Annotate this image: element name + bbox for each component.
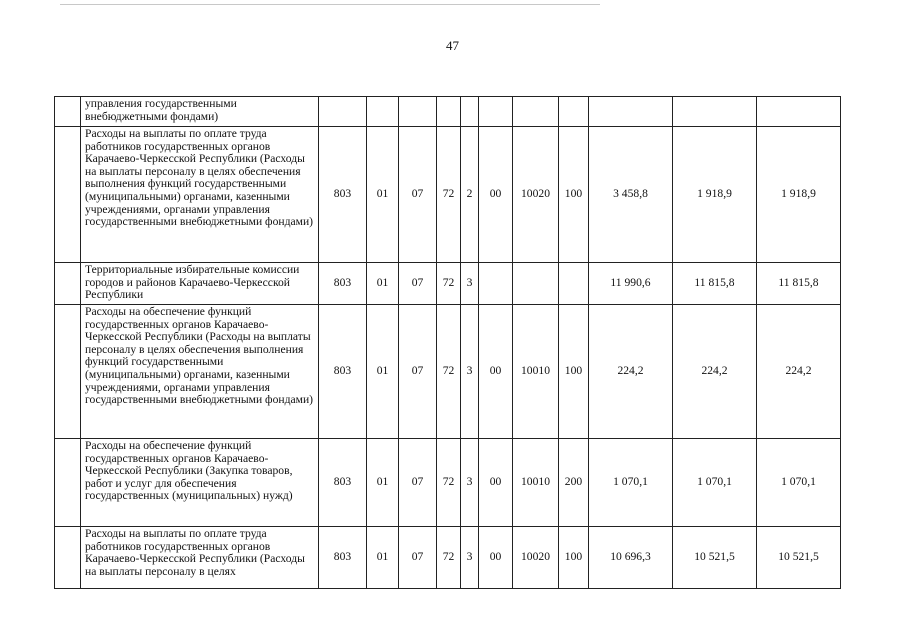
direction-code: 10020 — [513, 527, 559, 589]
value-year-2: 1 918,9 — [673, 127, 757, 263]
page-number: 47 — [446, 38, 459, 53]
value-year-1: 1 070,1 — [589, 439, 673, 527]
blank-cell — [55, 97, 81, 127]
subprogram-code: 3 — [461, 439, 479, 527]
subprogram-code: 3 — [461, 527, 479, 589]
program-code — [437, 97, 461, 127]
expense-type-code: 200 — [559, 439, 589, 527]
value-year-3: 1 918,9 — [757, 127, 841, 263]
subprogram-code: 2 — [461, 127, 479, 263]
row-name: Расходы на обеспечение функций государственных органов Карачаево-Черкесской Республики (Расходы на выплаты персоналу в целях обеспечения выполнения функций государственными (муниципальными) органами, казенными учреждениями, органами управления государственными внебюджетными фондами) — [81, 305, 319, 439]
ministry-code: 803 — [319, 527, 367, 589]
section-code: 01 — [367, 305, 399, 439]
subsection-code: 07 — [399, 127, 437, 263]
table-row — [55, 305, 841, 439]
program-code: 72 — [437, 263, 461, 305]
main-event-code: 00 — [479, 305, 513, 439]
value-year-1 — [589, 97, 673, 127]
table-body — [55, 97, 841, 589]
direction-code: 10020 — [513, 127, 559, 263]
direction-code — [513, 263, 559, 305]
value-year-1: 224,2 — [589, 305, 673, 439]
ministry-code: 803 — [319, 439, 367, 527]
value-year-2 — [673, 97, 757, 127]
value-year-3 — [757, 97, 841, 127]
blank-cell — [55, 127, 81, 263]
program-code: 72 — [437, 527, 461, 589]
direction-code: 10010 — [513, 305, 559, 439]
ministry-code: 803 — [319, 263, 367, 305]
blank-cell — [55, 439, 81, 527]
blank-cell — [55, 527, 81, 589]
direction-code: 10010 — [513, 439, 559, 527]
expense-type-code — [559, 97, 589, 127]
ministry-code: 803 — [319, 127, 367, 263]
direction-code — [513, 97, 559, 127]
value-year-2: 11 815,8 — [673, 263, 757, 305]
row-name: Расходы на выплаты по оплате труда работников государственных органов Карачаево-Черкесской Республики (Расходы на выплаты персоналу в целях обеспечения выполнения функций государственными (муниципальными) органами, казенными учреждениями, органами управления государственными внебюджетными фондами) — [81, 127, 319, 263]
table-row — [55, 527, 841, 589]
row-name: Расходы на выплаты по оплате труда работников государственных органов Карачаево-Черкесской Республики (Расходы на выплаты персоналу в целях — [81, 527, 319, 589]
section-code: 01 — [367, 127, 399, 263]
row-name: управления государственными внебюджетными фондами) — [81, 97, 319, 127]
subsection-code: 07 — [399, 263, 437, 305]
blank-cell — [55, 263, 81, 305]
expense-type-code: 100 — [559, 127, 589, 263]
value-year-3: 11 815,8 — [757, 263, 841, 305]
value-year-2: 10 521,5 — [673, 527, 757, 589]
program-code: 72 — [437, 439, 461, 527]
value-year-1: 11 990,6 — [589, 263, 673, 305]
program-code: 72 — [437, 305, 461, 439]
section-code: 01 — [367, 439, 399, 527]
ministry-code — [319, 97, 367, 127]
value-year-1: 3 458,8 — [589, 127, 673, 263]
main-event-code: 00 — [479, 127, 513, 263]
expense-type-code: 100 — [559, 305, 589, 439]
main-event-code — [479, 263, 513, 305]
row-name: Расходы на обеспечение функций государственных органов Карачаево-Черкесской Республики (Закупка товаров, работ и услуг для обеспечения государственных (муниципальных) нужд) — [81, 439, 319, 527]
table-row — [55, 97, 841, 127]
value-year-2: 224,2 — [673, 305, 757, 439]
row-name: Территориальные избирательные комиссии городов и районов Карачаево-Черкесской Республики — [81, 263, 319, 305]
blank-cell — [55, 305, 81, 439]
table-row — [55, 439, 841, 527]
budget-table — [54, 96, 841, 589]
section-code: 01 — [367, 263, 399, 305]
expense-type-code — [559, 263, 589, 305]
subprogram-code: 3 — [461, 305, 479, 439]
main-event-code: 00 — [479, 527, 513, 589]
main-event-code — [479, 97, 513, 127]
ministry-code: 803 — [319, 305, 367, 439]
value-year-3: 1 070,1 — [757, 439, 841, 527]
subsection-code: 07 — [399, 439, 437, 527]
value-year-2: 1 070,1 — [673, 439, 757, 527]
value-year-1: 10 696,3 — [589, 527, 673, 589]
expense-type-code: 100 — [559, 527, 589, 589]
value-year-3: 10 521,5 — [757, 527, 841, 589]
subprogram-code — [461, 97, 479, 127]
subsection-code — [399, 97, 437, 127]
subprogram-code: 3 — [461, 263, 479, 305]
section-code — [367, 97, 399, 127]
main-event-code: 00 — [479, 439, 513, 527]
section-code: 01 — [367, 527, 399, 589]
table-row — [55, 263, 841, 305]
program-code: 72 — [437, 127, 461, 263]
value-year-3: 224,2 — [757, 305, 841, 439]
subsection-code: 07 — [399, 527, 437, 589]
subsection-code: 07 — [399, 305, 437, 439]
table-row — [55, 127, 841, 263]
top-scan-line — [60, 4, 600, 5]
